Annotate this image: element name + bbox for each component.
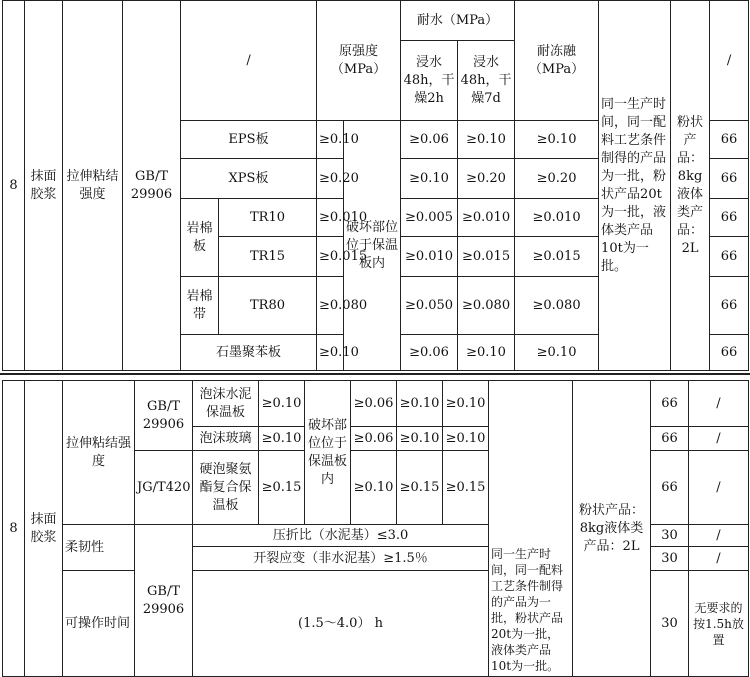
- col-a-value: 30: [651, 571, 689, 677]
- water-2h-value: ≥0.06: [351, 381, 397, 427]
- original-strength-value: ≥0.20: [317, 159, 344, 199]
- standard-c: GB/T 29906: [135, 525, 193, 677]
- freeze-thaw-value: ≥0.10: [515, 121, 599, 159]
- header-soak-2h: 浸水48h，干燥2h: [401, 41, 458, 121]
- water-2h-value: ≥0.010: [401, 237, 458, 277]
- col-a-value: 66: [710, 335, 749, 371]
- batch-rule: 同一生产时间，同一配料工艺条件制得的产品为一批，粉状产品20t为一批，液体类产品10t为一批。: [599, 1, 671, 371]
- col-b-value: 无要求的按1.5h放置: [689, 571, 749, 677]
- original-strength-value: ≥0.015: [317, 237, 344, 277]
- col-a-value: 66: [710, 277, 749, 335]
- header-soak-7d: 浸水48h，干燥7d: [458, 41, 515, 121]
- batch-rule: 同一生产时间，同一配料工艺条件制得的产品为一批，粉状产品20t为一批，液体类产品10t为一批。: [489, 381, 573, 677]
- col-a-value: 66: [651, 427, 689, 451]
- col-a-value: 66: [710, 121, 749, 159]
- col-b-value: /: [689, 381, 749, 427]
- water-7d-value: ≥0.10: [397, 427, 443, 451]
- material-name: 硬泡聚氨酯复合保温板: [193, 451, 259, 525]
- col-a-value: 66: [651, 451, 689, 525]
- standard-b: JG/T420: [135, 451, 193, 525]
- flexibility-label: 柔韧性: [63, 525, 135, 571]
- material-name: XPS板: [181, 159, 317, 199]
- original-strength-value: ≥0.010: [317, 199, 344, 237]
- freeze-thaw-value: ≥0.20: [515, 159, 599, 199]
- original-strength-value: ≥0.080: [317, 277, 344, 335]
- freeze-thaw-value: ≥0.10: [515, 335, 599, 371]
- original-strength-value: ≥0.10: [317, 335, 344, 371]
- separator-line: [0, 373, 750, 375]
- standard-a: GB/T 29906: [135, 381, 193, 451]
- water-7d-value: ≥0.015: [458, 237, 515, 277]
- material-name: EPS板: [181, 121, 317, 159]
- water-2h-value: ≥0.06: [401, 335, 458, 371]
- water-2h-value: ≥0.050: [401, 277, 458, 335]
- table-lower: [2, 380, 749, 677]
- sample-amount: 粉状产品：8kg液体类产品：2L: [671, 1, 710, 371]
- water-7d-value: ≥0.080: [458, 277, 515, 335]
- freeze-thaw-value: ≥0.015: [515, 237, 599, 277]
- freeze-thaw-value: ≥0.010: [515, 199, 599, 237]
- freeze-thaw-value: ≥0.15: [443, 451, 489, 525]
- water-7d-value: ≥0.10: [397, 381, 443, 427]
- test-item: 拉伸粘结强度: [63, 1, 123, 371]
- col-b-value: /: [689, 547, 749, 571]
- water-7d-value: ≥0.010: [458, 199, 515, 237]
- failure-location: 破坏部位位于保温板内: [305, 381, 351, 525]
- water-7d-value: ≥0.15: [397, 451, 443, 525]
- flexibility-requirement-1: 压折比（水泥基）≤3.0: [193, 525, 489, 547]
- product-name: 抹面胶浆: [25, 1, 63, 371]
- col-a-value: 66: [710, 199, 749, 237]
- material-name: TR15: [219, 237, 317, 277]
- water-7d-value: ≥0.10: [458, 335, 515, 371]
- header-water-resistance: 耐水（MPa）: [401, 1, 515, 41]
- original-strength-value: ≥0.10: [317, 121, 344, 159]
- material-name: TR80: [219, 277, 317, 335]
- col-a-value: 66: [651, 381, 689, 427]
- water-2h-value: ≥0.10: [401, 159, 458, 199]
- col-a-value: 66: [710, 159, 749, 199]
- col-b-value: /: [689, 525, 749, 547]
- header-freeze-thaw: 耐冻融（MPa）: [515, 1, 599, 121]
- col-a-value: 30: [651, 525, 689, 547]
- water-2h-value: ≥0.10: [351, 451, 397, 525]
- header-col-a: /: [710, 1, 749, 121]
- col-a-value: 66: [710, 237, 749, 277]
- table-upper: [2, 0, 749, 371]
- standard: GB/T 29906: [123, 1, 181, 371]
- water-2h-value: ≥0.06: [351, 427, 397, 451]
- freeze-thaw-value: ≥0.080: [515, 277, 599, 335]
- rockwool-board-label: 岩棉板: [181, 199, 219, 277]
- col-b-value: /: [689, 451, 749, 525]
- failure-location: 破坏部位位于保温板内: [344, 121, 401, 371]
- water-7d-value: ≥0.10: [458, 121, 515, 159]
- operable-time-requirement: (1.5～4.0） h: [193, 571, 489, 677]
- freeze-thaw-value: ≥0.10: [443, 427, 489, 451]
- product-name: 抹面胶浆: [25, 381, 63, 677]
- material-name: 泡沫水泥保温板: [193, 381, 259, 427]
- operable-time-label: 可操作时间: [63, 571, 135, 677]
- water-2h-value: ≥0.06: [401, 121, 458, 159]
- water-2h-value: ≥0.005: [401, 199, 458, 237]
- material-name: 泡沫玻璃: [193, 427, 259, 451]
- sample-amount: 粉状产品：8kg液体类产品：2L: [573, 381, 651, 677]
- flexibility-requirement-2: 开裂应变（非水泥基）≥1.5％: [193, 547, 489, 571]
- original-strength-value: ≥0.10: [259, 427, 305, 451]
- col-a-value: 30: [651, 547, 689, 571]
- col-b-value: /: [689, 427, 749, 451]
- water-7d-value: ≥0.20: [458, 159, 515, 199]
- material-name: 石墨聚苯板: [181, 335, 317, 371]
- material-name: TR10: [219, 199, 317, 237]
- item-number: 8: [3, 1, 25, 371]
- item-number: 8: [3, 381, 25, 677]
- freeze-thaw-value: ≥0.10: [443, 381, 489, 427]
- original-strength-value: ≥0.10: [259, 381, 305, 427]
- header-original-strength: 原强度（MPa）: [317, 1, 401, 121]
- original-strength-value: ≥0.15: [259, 451, 305, 525]
- tensile-item: 拉伸粘结强度: [63, 381, 135, 525]
- header-slash: /: [181, 1, 317, 121]
- rockwool-strip-label: 岩棉带: [181, 277, 219, 335]
